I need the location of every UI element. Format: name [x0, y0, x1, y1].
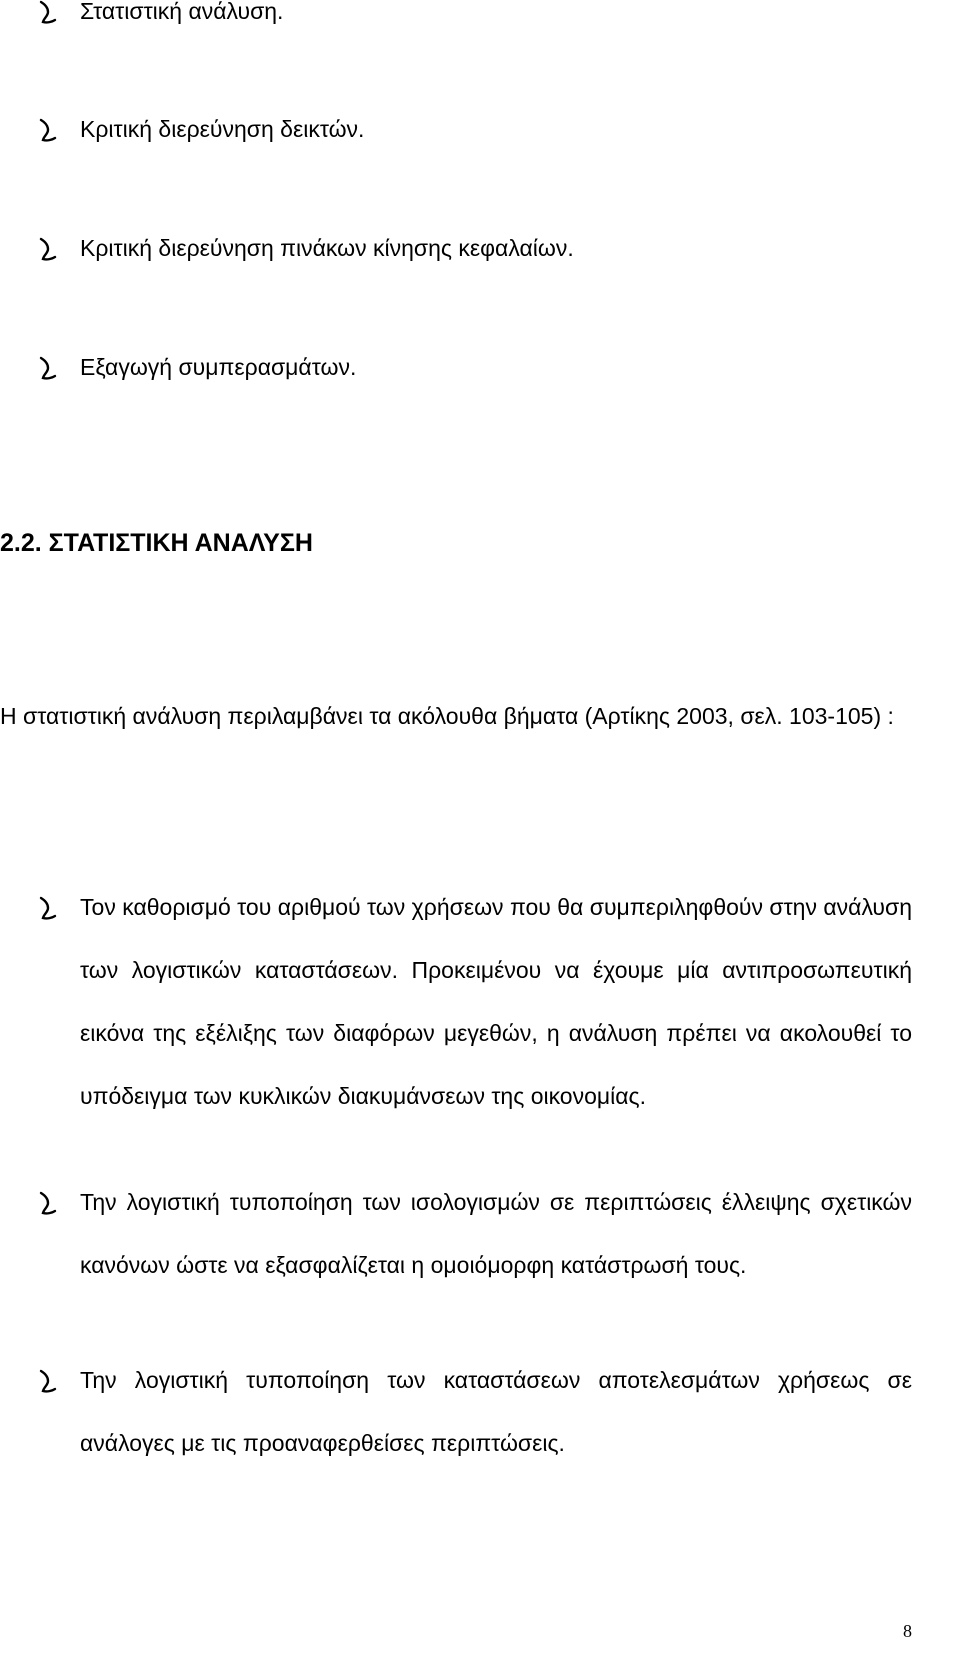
page-number: 8 [903, 1621, 912, 1641]
list-item-text: Την λογιστική τυποποίηση των ισολογισμών σε περιπτώσεις έλλειψης σχετικών κανόνων ώστε να εξασφαλίζεται η ομοιόμορφη κατάστρωσή τους. [80, 1189, 912, 1278]
list-item-text: Κριτική διερεύνηση δεικτών. [80, 116, 365, 142]
intro-paragraph: Η στατιστική ανάλυση περιλαμβάνει τα ακόλουθα βήματα (Αρτίκης 2003, σελ. 103-105) : [0, 703, 894, 729]
list-item-text: Εξαγωγή συμπερασμάτων. [80, 354, 357, 380]
checkmark-bullet-icon [38, 0, 58, 32]
checkmark-bullet-icon [38, 352, 58, 388]
checkmark-bullet-icon [38, 114, 58, 150]
list-item [0, 0, 960, 32]
list-item-text: Στατιστική ανάλυση. [80, 0, 284, 24]
checkmark-bullet-icon [38, 1365, 58, 1401]
list-item [0, 352, 960, 388]
list-item [0, 1187, 960, 1347]
list-item-text: Τον καθορισμό του αριθμού των χρήσεων που θα συμπεριληφθούν στην ανάλυση των λογιστικών καταστάσεων. Προκειμένου να έχουμε μία αντιπροσωπευτική εικόνα της εξέλιξης των διαφόρων μεγεθών, η ανάλυση πρέπει να ακολουθεί το υπόδειγμα των κυκλικών διακυμάνσεων της οικονομίας. [80, 894, 912, 1109]
checkmark-bullet-icon [38, 892, 58, 928]
list-item [0, 1365, 960, 1475]
list-item [0, 233, 960, 269]
list-item-text: Κριτική διερεύνηση πινάκων κίνησης κεφαλαίων. [80, 235, 574, 261]
section-heading: 2.2. ΣΤΑΤΙΣΤΙΚΗ ΑΝΑΛΥΣΗ [0, 529, 313, 557]
list-item [0, 114, 960, 150]
list-item [0, 892, 960, 1212]
checkmark-bullet-icon [38, 233, 58, 269]
checkmark-bullet-icon [38, 1187, 58, 1223]
list-item-text: Την λογιστική τυποποίηση των καταστάσεων αποτελεσμάτων χρήσεως σε ανάλογες με τις προαναφερθείσες περιπτώσεις. [80, 1367, 912, 1456]
